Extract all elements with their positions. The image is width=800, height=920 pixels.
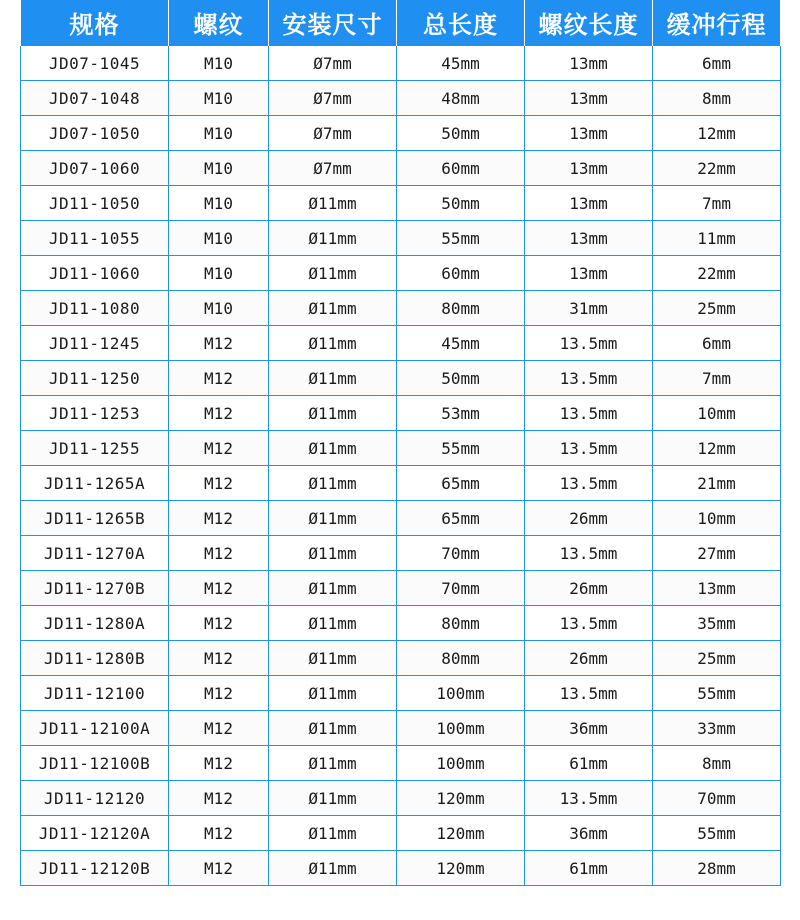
- cell-mount-size: Ø11mm: [269, 851, 397, 886]
- cell-stroke: 22mm: [653, 151, 781, 186]
- cell-total-length: 80mm: [397, 641, 525, 676]
- cell-mount-size: Ø7mm: [269, 46, 397, 81]
- cell-thread-length: 26mm: [525, 641, 653, 676]
- cell-stroke: 8mm: [653, 81, 781, 116]
- cell-stroke: 11mm: [653, 221, 781, 256]
- cell-thread-length: 36mm: [525, 711, 653, 746]
- cell-thread-length: 31mm: [525, 291, 653, 326]
- cell-thread-length: 13.5mm: [525, 361, 653, 396]
- cell-total-length: 45mm: [397, 326, 525, 361]
- cell-thread: M10: [169, 116, 269, 151]
- cell-total-length: 70mm: [397, 536, 525, 571]
- cell-model: JD11-12120A: [21, 816, 169, 851]
- header-total-length: 总长度: [397, 0, 525, 46]
- table-row: [21, 781, 781, 816]
- cell-mount-size: Ø11mm: [269, 291, 397, 326]
- cell-stroke: 21mm: [653, 466, 781, 501]
- cell-model: JD11-1280A: [21, 606, 169, 641]
- cell-thread: M10: [169, 81, 269, 116]
- cell-thread: M12: [169, 781, 269, 816]
- cell-thread-length: 13.5mm: [525, 536, 653, 571]
- cell-mount-size: Ø11mm: [269, 326, 397, 361]
- table-row: [21, 116, 781, 151]
- cell-model: JD11-1253: [21, 396, 169, 431]
- cell-thread-length: 13.5mm: [525, 781, 653, 816]
- cell-stroke: 25mm: [653, 291, 781, 326]
- cell-stroke: 12mm: [653, 116, 781, 151]
- cell-thread: M12: [169, 711, 269, 746]
- cell-stroke: 33mm: [653, 711, 781, 746]
- cell-total-length: 60mm: [397, 151, 525, 186]
- cell-thread-length: 61mm: [525, 746, 653, 781]
- cell-thread-length: 61mm: [525, 851, 653, 886]
- cell-mount-size: Ø11mm: [269, 466, 397, 501]
- cell-thread-length: 26mm: [525, 571, 653, 606]
- table-row: [21, 326, 781, 361]
- cell-total-length: 55mm: [397, 221, 525, 256]
- table-row: [21, 711, 781, 746]
- cell-thread-length: 13.5mm: [525, 326, 653, 361]
- cell-total-length: 80mm: [397, 291, 525, 326]
- table-row: [21, 186, 781, 221]
- cell-stroke: 7mm: [653, 361, 781, 396]
- cell-thread-length: 13mm: [525, 221, 653, 256]
- cell-stroke: 10mm: [653, 501, 781, 536]
- cell-mount-size: Ø11mm: [269, 501, 397, 536]
- cell-stroke: 27mm: [653, 536, 781, 571]
- cell-model: JD11-12120B: [21, 851, 169, 886]
- cell-model: JD11-1055: [21, 221, 169, 256]
- cell-thread: M12: [169, 851, 269, 886]
- table-row: [21, 46, 781, 81]
- cell-thread: M12: [169, 606, 269, 641]
- cell-model: JD11-1270B: [21, 571, 169, 606]
- cell-model: JD11-1250: [21, 361, 169, 396]
- cell-model: JD11-12100A: [21, 711, 169, 746]
- cell-model: JD11-1050: [21, 186, 169, 221]
- cell-mount-size: Ø7mm: [269, 81, 397, 116]
- cell-stroke: 12mm: [653, 431, 781, 466]
- cell-mount-size: Ø11mm: [269, 606, 397, 641]
- table-row: [21, 746, 781, 781]
- cell-total-length: 80mm: [397, 606, 525, 641]
- cell-thread-length: 13mm: [525, 116, 653, 151]
- cell-thread-length: 13mm: [525, 46, 653, 81]
- cell-mount-size: Ø11mm: [269, 221, 397, 256]
- cell-model: JD07-1050: [21, 116, 169, 151]
- cell-model: JD11-12100B: [21, 746, 169, 781]
- cell-model: JD11-1080: [21, 291, 169, 326]
- table-row: [21, 501, 781, 536]
- table-body: [21, 46, 781, 886]
- table-row: [21, 361, 781, 396]
- cell-total-length: 120mm: [397, 816, 525, 851]
- cell-stroke: 8mm: [653, 746, 781, 781]
- cell-total-length: 55mm: [397, 431, 525, 466]
- header-thread: 螺纹: [169, 0, 269, 46]
- table-row: [21, 676, 781, 711]
- table-row: [21, 816, 781, 851]
- cell-total-length: 100mm: [397, 676, 525, 711]
- cell-thread: M12: [169, 501, 269, 536]
- cell-thread: M12: [169, 676, 269, 711]
- table-row: [21, 431, 781, 466]
- cell-stroke: 13mm: [653, 571, 781, 606]
- cell-thread-length: 13mm: [525, 256, 653, 291]
- cell-total-length: 48mm: [397, 81, 525, 116]
- cell-total-length: 100mm: [397, 711, 525, 746]
- cell-total-length: 120mm: [397, 781, 525, 816]
- cell-stroke: 28mm: [653, 851, 781, 886]
- cell-mount-size: Ø7mm: [269, 116, 397, 151]
- cell-model: JD11-12100: [21, 676, 169, 711]
- cell-stroke: 25mm: [653, 641, 781, 676]
- cell-stroke: 6mm: [653, 326, 781, 361]
- cell-mount-size: Ø11mm: [269, 676, 397, 711]
- cell-thread-length: 26mm: [525, 501, 653, 536]
- spec-table: [20, 0, 781, 886]
- table-row: [21, 396, 781, 431]
- table-row: [21, 606, 781, 641]
- cell-model: JD11-1255: [21, 431, 169, 466]
- cell-mount-size: Ø11mm: [269, 536, 397, 571]
- cell-total-length: 65mm: [397, 501, 525, 536]
- table-row: [21, 536, 781, 571]
- cell-model: JD11-1265B: [21, 501, 169, 536]
- cell-model: JD11-1265A: [21, 466, 169, 501]
- header-model: 规格: [21, 0, 169, 46]
- cell-stroke: 70mm: [653, 781, 781, 816]
- table-row: [21, 151, 781, 186]
- cell-total-length: 50mm: [397, 361, 525, 396]
- cell-stroke: 55mm: [653, 676, 781, 711]
- cell-mount-size: Ø11mm: [269, 746, 397, 781]
- cell-model: JD07-1048: [21, 81, 169, 116]
- cell-thread-length: 13.5mm: [525, 606, 653, 641]
- cell-mount-size: Ø11mm: [269, 396, 397, 431]
- cell-stroke: 7mm: [653, 186, 781, 221]
- table-row: [21, 571, 781, 606]
- cell-mount-size: Ø11mm: [269, 711, 397, 746]
- cell-total-length: 50mm: [397, 186, 525, 221]
- table-row: [21, 851, 781, 886]
- table-row: [21, 256, 781, 291]
- cell-total-length: 65mm: [397, 466, 525, 501]
- cell-thread: M12: [169, 466, 269, 501]
- cell-thread-length: 13mm: [525, 151, 653, 186]
- header-row: [21, 0, 781, 46]
- cell-thread: M12: [169, 536, 269, 571]
- cell-thread: M12: [169, 571, 269, 606]
- cell-mount-size: Ø11mm: [269, 571, 397, 606]
- cell-model: JD07-1060: [21, 151, 169, 186]
- cell-thread: M10: [169, 186, 269, 221]
- cell-total-length: 70mm: [397, 571, 525, 606]
- cell-mount-size: Ø11mm: [269, 816, 397, 851]
- table-row: [21, 641, 781, 676]
- cell-stroke: 6mm: [653, 46, 781, 81]
- cell-stroke: 10mm: [653, 396, 781, 431]
- cell-thread-length: 13.5mm: [525, 466, 653, 501]
- table-row: [21, 221, 781, 256]
- cell-total-length: 100mm: [397, 746, 525, 781]
- cell-thread-length: 36mm: [525, 816, 653, 851]
- header-stroke: 缓冲行程: [653, 0, 781, 46]
- cell-total-length: 53mm: [397, 396, 525, 431]
- cell-mount-size: Ø11mm: [269, 431, 397, 466]
- cell-mount-size: Ø7mm: [269, 151, 397, 186]
- table-row: [21, 81, 781, 116]
- cell-thread: M10: [169, 46, 269, 81]
- cell-thread-length: 13mm: [525, 81, 653, 116]
- cell-mount-size: Ø11mm: [269, 186, 397, 221]
- cell-stroke: 22mm: [653, 256, 781, 291]
- cell-thread: M10: [169, 151, 269, 186]
- cell-model: JD07-1045: [21, 46, 169, 81]
- cell-thread: M12: [169, 816, 269, 851]
- cell-model: JD11-1060: [21, 256, 169, 291]
- cell-total-length: 50mm: [397, 116, 525, 151]
- cell-thread: M12: [169, 326, 269, 361]
- table-row: [21, 466, 781, 501]
- cell-thread: M12: [169, 361, 269, 396]
- cell-stroke: 55mm: [653, 816, 781, 851]
- cell-thread: M12: [169, 431, 269, 466]
- cell-thread: M10: [169, 291, 269, 326]
- cell-model: JD11-12120: [21, 781, 169, 816]
- cell-mount-size: Ø11mm: [269, 256, 397, 291]
- cell-total-length: 45mm: [397, 46, 525, 81]
- cell-thread: M12: [169, 396, 269, 431]
- cell-thread: M12: [169, 641, 269, 676]
- cell-thread-length: 13.5mm: [525, 431, 653, 466]
- cell-mount-size: Ø11mm: [269, 641, 397, 676]
- cell-total-length: 60mm: [397, 256, 525, 291]
- cell-thread-length: 13mm: [525, 186, 653, 221]
- header-mount-size: 安装尺寸: [269, 0, 397, 46]
- header-thread-length: 螺纹长度: [525, 0, 653, 46]
- cell-mount-size: Ø11mm: [269, 361, 397, 396]
- cell-thread: M10: [169, 221, 269, 256]
- cell-model: JD11-1245: [21, 326, 169, 361]
- table-row: [21, 291, 781, 326]
- cell-stroke: 35mm: [653, 606, 781, 641]
- cell-model: JD11-1270A: [21, 536, 169, 571]
- cell-thread-length: 13.5mm: [525, 676, 653, 711]
- cell-total-length: 120mm: [397, 851, 525, 886]
- cell-thread: M10: [169, 256, 269, 291]
- cell-thread-length: 13.5mm: [525, 396, 653, 431]
- cell-model: JD11-1280B: [21, 641, 169, 676]
- cell-thread: M12: [169, 746, 269, 781]
- cell-mount-size: Ø11mm: [269, 781, 397, 816]
